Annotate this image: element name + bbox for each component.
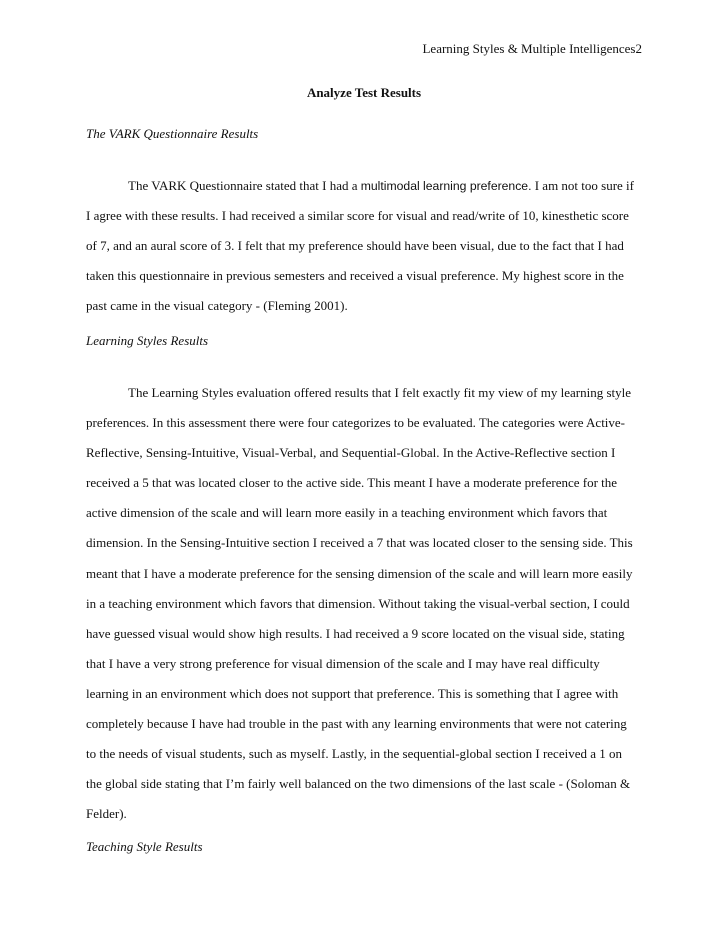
section-teaching-style — [86, 839, 642, 855]
paragraph-line: of 7, and an aural score of 3. I felt that my preference should have been visual, due to the fact that I had — [86, 238, 624, 254]
paragraph-line: past came in the visual category - (Fleming 2001). — [86, 298, 348, 314]
paragraph-line: I agree with these results. I had received a similar score for visual and read/write of 10, kinesthetic score — [86, 208, 629, 224]
paragraph-line: meant that I have a moderate preference for the sensing dimension of the scale and will learn more easily — [86, 565, 633, 581]
paragraph-line: Reflective, Sensing-Intuitive, Visual-Verbal, and Sequential-Global. In the Active-Reflective section I — [86, 445, 616, 461]
paragraph-line: have guessed visual would show high results. I had received a 9 score located on the visual side, stating — [86, 625, 625, 641]
paragraph-line: taken this questionnaire in previous semesters and received a visual preference. My highest score in the — [86, 268, 624, 284]
section-heading: Learning Styles Results — [86, 333, 209, 348]
section-learning-styles — [86, 333, 642, 829]
paragraph-line: that I have a very strong preference for visual dimension of the scale and I may have real difficulty — [86, 655, 600, 671]
section-heading: The VARK Questionnaire Results — [86, 126, 259, 141]
section-vark — [86, 126, 642, 321]
paragraph-line: Felder). — [86, 806, 127, 822]
paragraph-line: in a teaching environment which favors that dimension. Without taking the visual-verbal section, I could — [86, 595, 630, 611]
paragraph-line: to the needs of visual students, such as myself. Lastly, in the sequential-global section I received a 1 on — [86, 746, 622, 762]
page-title: Analyze Test Results — [306, 85, 422, 100]
paragraph-line: received a 5 that was located closer to the active side. This meant I have a moderate preference for the — [86, 475, 618, 491]
paragraph — [86, 171, 642, 321]
paragraph-line: active dimension of the scale and will learn more easily in a teaching environment which favors that — [86, 505, 608, 521]
section-heading: Teaching Style Results — [86, 839, 203, 854]
paragraph-line: The Learning Styles evaluation offered results that I felt exactly fit my view of my learning style — [128, 385, 631, 400]
paragraph-line — [86, 171, 642, 201]
text-run: The VARK Questionnaire stated that I had a — [128, 178, 361, 193]
paragraph-line: preferences. In this assessment there were four categorizes to be evaluated. The categories were Active- — [86, 415, 626, 431]
paragraph — [86, 378, 642, 829]
text-run: I am not too sure if — [531, 178, 635, 193]
paragraph-line: learning in an environment which does not support that preference. This is something that I agree with — [86, 685, 619, 701]
running-head: Learning Styles & Multiple Intelligences2 — [422, 41, 642, 56]
paragraph-line: dimension. In the Sensing-Intuitive section I received a 7 that was located closer to the sensing side. This — [86, 535, 633, 551]
paragraph-line: the global side stating that I’m fairly well balanced on the two dimensions of the last scale - (Soloman & — [86, 776, 631, 792]
text-run-sans: multimodal learning preference. — [360, 179, 532, 193]
paragraph-line: completely because I have had trouble in the past with any learning environments that were not catering — [86, 716, 627, 732]
